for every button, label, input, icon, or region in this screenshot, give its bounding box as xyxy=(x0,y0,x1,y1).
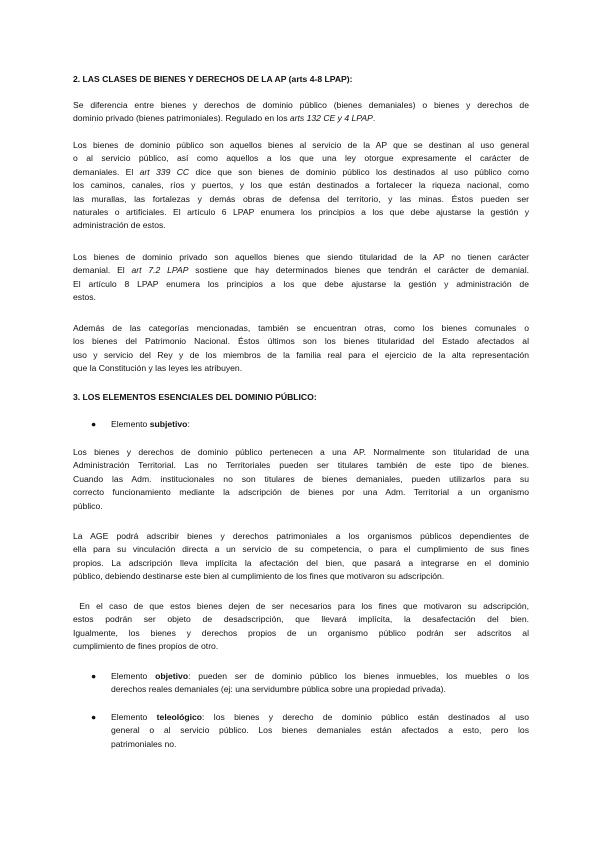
paragraph-classes-intro: Se diferencia entre bienes y derechos de dominio público (bienes demaniales) o bienes y derechos de dominio privado (bienes patrimoniales). Regulado en los arts 132 CE y 4 LPAP. xyxy=(73,100,529,124)
paragraph-dominio-publico: Los bienes de dominio público son aquellos bienes al servicio de la AP que se destinan al uso general o al servicio público, así como aquellos a los que una ley otorgue expresamente el carácter de demaniales. El art 339 CC dice que son bienes de dominio público los destinados al uso público como los caminos, canales, ríos y puertos, y los que están destinados a fortalecer la riqueza nacional, como las murallas, las fortalezas y demás obras de defensa del territorio, y las minas. Éstos pueden ser naturales o artificiales. El artículo 6 LPAP enumera los principios a los que debe ajustarse la gestión y administración de estos. xyxy=(73,140,529,231)
legal-reference: art 7.2 LPAP xyxy=(131,265,189,276)
legal-reference: art 339 CC xyxy=(139,166,190,177)
paragraph-dominio-privado: Los bienes de dominio privado son aquellos bienes que siendo titularidad de la AP no tienen carácter demanial. El art 7.2 LPAP sostiene que hay determinados bienes que tendrán el carácter de demanial. El artículo 8 LPAP enumera los principios a los que debe ajustarse la gestión y administración de estos. xyxy=(73,252,529,303)
legal-reference: arts 132 CE y 4 LPAP xyxy=(289,113,373,124)
bullet-icon: ● xyxy=(91,671,97,681)
bullet-icon: ● xyxy=(91,712,97,722)
paragraph-adscripcion: La AGE podrá adscribir bienes y derechos patrimoniales a los organismos públicos dependientes de ella para su vinculación directa a un servicio de su competencia, o para el cumplimiento de sus fines propios. La adscripción lleva implícita la afectación del bien, que pasará a integrarse en el dominio público, debiendo destinarse este bien al cumplimiento de los fines que motivaron su adscripción. xyxy=(73,531,529,582)
bullet-icon: ● xyxy=(91,419,97,429)
paragraph-desadscripcion: En el caso de que estos bienes dejen de ser necesarios para los fines que motivaron su adscripción, estos podrán ser objeto de desadscripción, que llevará implícita, la desafectación del bien. Igualmente, los bienes y derechos propios de un organismo público podrán ser adscritos al cumplimiento de fines propios de otro. xyxy=(73,601,529,652)
section-2-title: 2. LAS CLASES DE BIENES Y DERECHOS DE LA AP (arts 4-8 LPAP): xyxy=(73,74,353,84)
paragraph-otras-categorias: Además de las categorías mencionadas, también se encuentran otras, como los bienes comunales o los bienes del Patrimonio Nacional. Éstos últimos son los bienes titularidad del Estado afectados al uso y servicio del Rey y de los miembros de la familia real para el ejercicio de la alta representación que la Constitución y las leyes les atribuyen. xyxy=(73,323,529,374)
paragraph-subjetivo: Los bienes y derechos de dominio público pertenecen a una AP. Normalmente son titularidad de una Administración Territorial. Las no Territoriales pueden ser titulares también de este tipo de bienes. Cuando las Adm. institucionales no son titulares de bienes demaniales, pueden utilizarlos para su correcto funcionamiento mediante la adscripción de bienes por una Adm. Territorial a un organismo público. xyxy=(73,447,529,511)
section-3-title: 3. LOS ELEMENTOS ESENCIALES DEL DOMINIO PÚBLICO: xyxy=(73,392,317,402)
